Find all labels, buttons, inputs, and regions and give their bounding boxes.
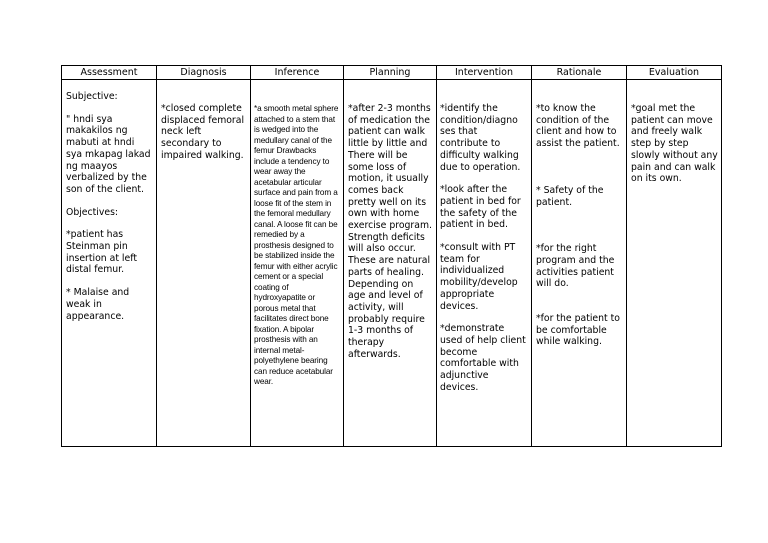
assessment-cell [62,80,157,447]
evaluation-text: *goal met the patient can move and freely walk step by step slowly without any pain and can walk on its own. [631,103,718,185]
intervention-item-4: *demonstrate used of help client become comfortable with adjunctive devices. [440,323,526,393]
intervention-item-2: *look after the patient in bed for the safety of the patient in bed. [440,184,521,231]
rationale-item-1: *to know the condition of the client and how to assist the patient. [536,103,620,150]
intervention-cell [437,80,532,447]
rationale-cell [532,80,627,447]
header-row [62,66,722,80]
header-rationale: Rationale [532,66,627,80]
evaluation-cell [627,80,722,447]
intervention-item-3: *consult with PT team for individualized mobility/develop appropriate devices. [440,242,518,312]
objective-item-1: *patient has Steinman pin insertion at left distal femur. [66,229,137,276]
header-assessment: Assessment [62,66,157,80]
header-diagnosis: Diagnosis [157,66,251,80]
planning-cell [344,80,437,447]
objectives-label: Objectives: [66,206,119,218]
diagnosis-text: *closed complete displaced femoral neck left secondary to impaired walking. [161,103,245,161]
objective-item-2: * Malaise and weak in appearance. [66,287,130,322]
diagnosis-cell [157,80,251,447]
header-evaluation: Evaluation [627,66,722,80]
intervention-item-1: *identify the condition/diagno ses that contribute to difficulty walking due to operation. [440,103,521,173]
inference-cell [251,80,344,447]
header-intervention: Intervention [437,66,532,80]
nursing-care-plan-table [61,65,722,447]
content-row [62,80,722,447]
inference-text: *a smooth metal sphere attached to a stem that is wedged into the medullary canal of the femur Drawbacks include a tendency to wear away the acetabular articular surface and pain from a loose fit of the stem in the femoral medullary canal. A loose fit can be remedied by a prosthesis designed to be stabilized inside the femur with either acrylic cement or a special coating of hydroxyapatite or porous metal that facilitates direct bone fixation. A bipolar prosthesis with an internal metal-polyethylene bearing can reduce acetabular wear. [254,104,339,386]
planning-text: *after 2-3 months of medication the patient can walk little by little and There will be some loss of motion, it usually comes back pretty well on its own with home exercise program. Strength deficits will also occur. These are natural parts of healing. Depending on age and level of activity, will probably require 1-3 months of therapy afterwards. [348,103,432,360]
rationale-item-3: *for the right program and the activities patient will do. [536,243,615,290]
subjective-text: " hndi sya makakilos ng mabuti at hndi sya mkapag lakad ng maayos verbalized by the son of the client. [66,113,151,195]
header-inference: Inference [251,66,344,80]
rationale-item-4: *for the patient to be comfortable while walking. [536,313,620,348]
subjective-label: Subjective: [66,91,118,102]
rationale-item-2: * Safety of the patient. [536,184,604,208]
header-planning: Planning [344,66,437,80]
